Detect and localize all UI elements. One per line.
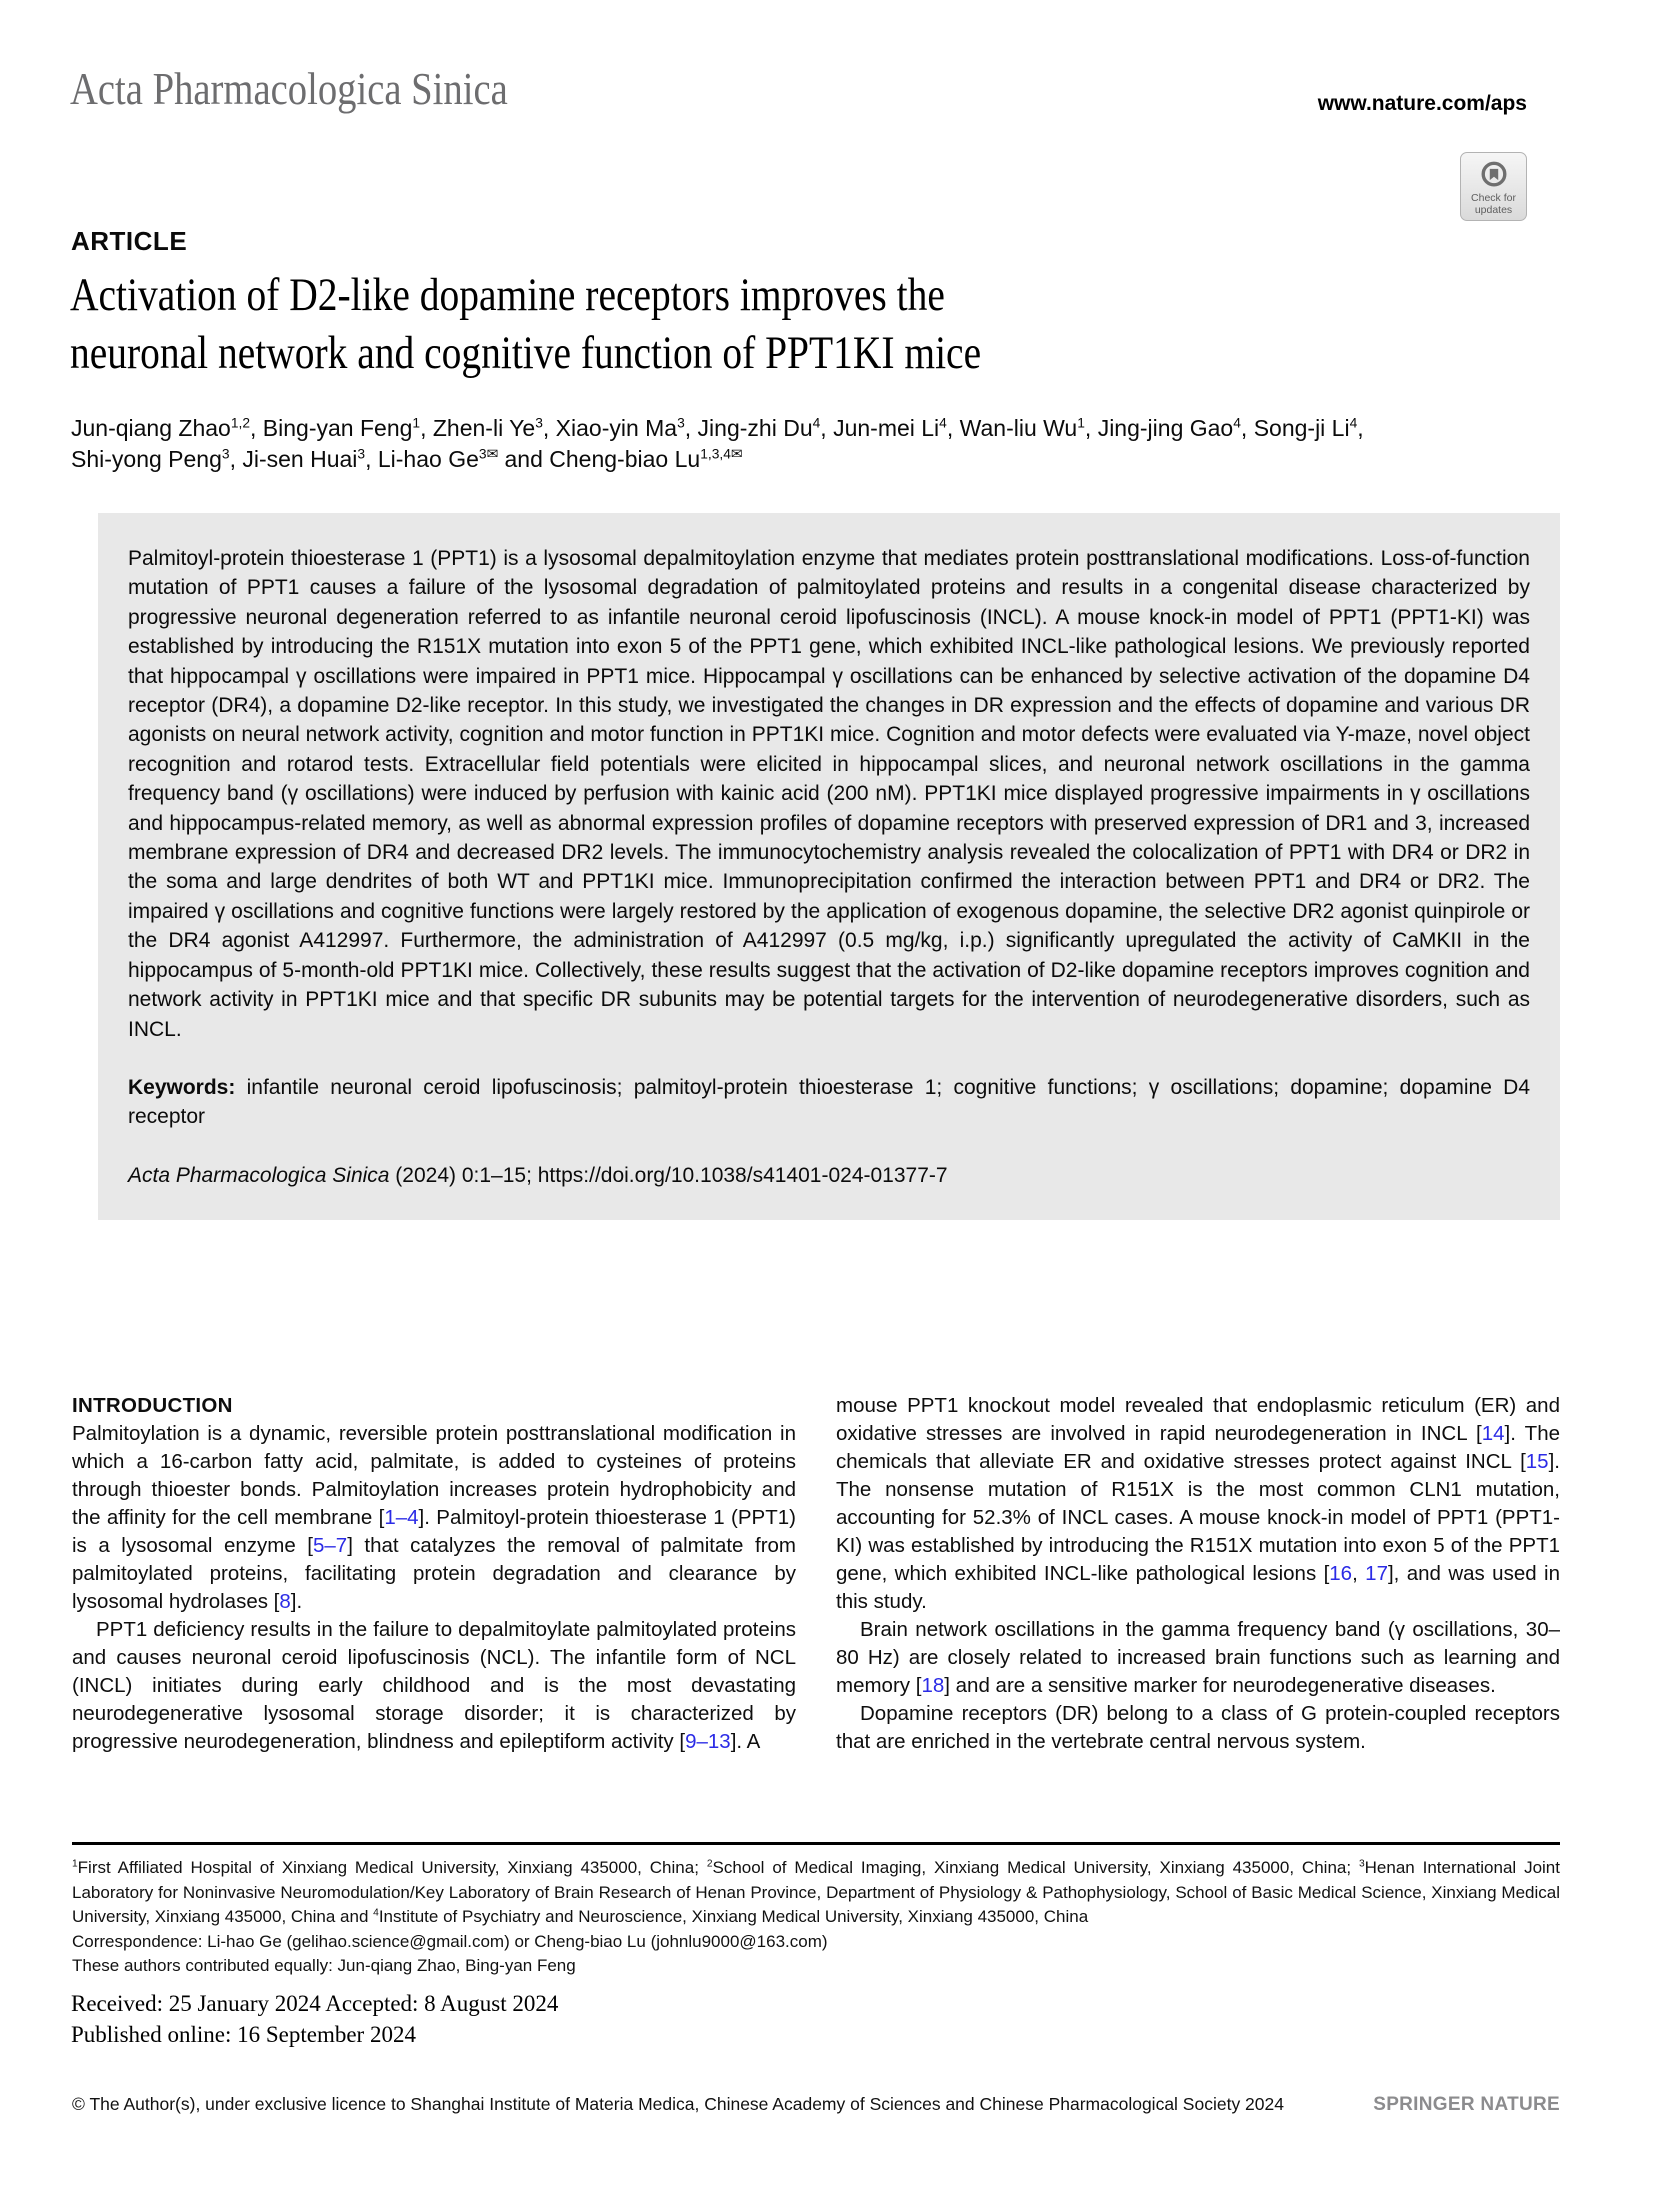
paragraph: PPT1 deficiency results in the failure to depalmitoylate palmitoylated proteins and causes neuronal ceroid lipofuscinosis (NCL). The infantile form of NCL (INCL) initiates during early childhood and is the most devastating neurodegenerative lysosomal storage disorder; it is characterized by progressive neurodegeneration, blindness and epileptiform activity [9–13]. A xyxy=(72,1618,796,1753)
reference-link[interactable]: 1–4 xyxy=(384,1506,419,1529)
intro-column-right xyxy=(836,1392,1560,1756)
reference-link[interactable]: 18 xyxy=(921,1674,945,1697)
reference-link[interactable]: 16 xyxy=(1329,1562,1353,1585)
contributed-equally-line: These authors contributed equally: Jun-qiang Zhao, Bing-yan Feng xyxy=(72,1956,576,1975)
paragraph: Dopamine receptors (DR) belong to a class of G protein-coupled receptors that are enriched in the vertebrate central nervous system. xyxy=(836,1702,1560,1753)
title-line-2: neuronal network and cognitive function of PPT1KI mice xyxy=(70,327,982,379)
article-title xyxy=(70,266,981,382)
footnote-divider xyxy=(72,1842,1560,1845)
reference-link[interactable]: 15 xyxy=(1525,1450,1549,1473)
reference-link[interactable]: 14 xyxy=(1481,1422,1505,1445)
journal-site-url[interactable]: www.nature.com/aps xyxy=(1317,92,1527,115)
abstract-section xyxy=(98,513,1560,1220)
keywords-line: Keywords: infantile neuronal ceroid lipofuscinosis; palmitoyl-protein thioesterase 1; cognitive functions; γ oscillations; dopamine; dopamine D4 receptor xyxy=(128,1075,1530,1129)
doi-link[interactable]: https://doi.org/10.1038/s41401-024-01377-7 xyxy=(537,1163,948,1187)
published-online-line: Published online: 16 September 2024 xyxy=(71,2022,416,2047)
abstract-text: Palmitoyl-protein thioesterase 1 (PPT1) is a lysosomal depalmitoylation enzyme that mediates protein posttranslational modifications. Loss-of-function mutation of PPT1 causes a failure of the lysosomal degradation of palmitoylated proteins and results in a congenital disease characterized by progressive neuronal degeneration referred to as infantile neuronal ceroid lipofuscinosis (INCL). A mouse knock-in model of PPT1 (PPT1-KI) was established by introducing the R151X mutation into exon 5 of the PPT1 gene, which exhibited INCL-like pathological lesions. We previously reported that hippocampal γ oscillations were impaired in PPT1 mice. Hippocampal γ oscillations can be enhanced by selective activation of the dopamine D4 receptor (DR4), a dopamine D2-like receptor. In this study, we investigated the changes in DR expression and the effects of dopamine and various DR agonists on neural network activity, cognition and motor function in PPT1KI mice. Cognition and motor defects were evaluated via Y-maze, novel object recognition and rotarod tests. Extracellular field potentials were elicited in hippocampal slices, and neuronal network oscillations in the gamma frequency band (γ oscillations) were induced by perfusion with kainic acid (200 nM). PPT1KI mice displayed progressive impairments in γ oscillations and hippocampus-related memory, as well as abnormal expression profiles of dopamine receptors with preserved expression of DR1 and 3, increased membrane expression of DR4 and decreased DR2 levels. The immunocytochemistry analysis revealed the colocalization of PPT1 with DR4 or DR2 in the soma and large dendrites of both WT and PPT1KI mice. Immunoprecipitation confirmed the interaction between PPT1 and DR4 or DR2. The impaired γ oscillations and cognitive functions were largely restored by the application of exogenous dopamine, the selective DR2 agonist quinpirole or the DR4 agonist A412997. Furthermore, the administration of A412997 (0.5 mg/kg, i.p.) significantly upregulated the activity of CaMKII in the hippocampus of 5-month-old PPT1KI mice. Collectively, these results suggest that the activation of D2-like dopamine receptors improves cognition and network activity in PPT1KI mice and that specific DR subunits may be potential targets for the intervention of neurodegenerative disorders, such as INCL. xyxy=(128,547,1530,1041)
intro-left-paragraphs xyxy=(72,1420,796,1756)
intro-column-left xyxy=(72,1392,796,1756)
introduction-heading: INTRODUCTION xyxy=(72,1394,233,1417)
article-type-label: ARTICLE xyxy=(71,226,188,256)
check-for-updates-label: Check for updates xyxy=(1471,192,1516,216)
received-accepted-line: Received: 25 January 2024 Accepted: 8 August 2024 xyxy=(71,1991,559,2016)
footnotes-section xyxy=(72,1856,1560,1979)
correspondence-line: Correspondence: Li-hao Ge (gelihao.science@gmail.com) or Cheng-biao Lu (johnlu9000@163.com) xyxy=(72,1931,828,1951)
paragraph: Palmitoylation is a dynamic, reversible protein posttranslational modification in which a 16-carbon fatty acid, palmitate, is added to cysteines of proteins through thioester bonds. Palmitoylation increases protein hydrophobicity and the affinity for the cell membrane [1–4]. Palmitoyl-protein thioesterase 1 (PPT1) is a lysosomal enzyme [5–7] that catalyzes the removal of palmitate from palmitoylated proteins, facilitating protein degradation and clearance by lysosomal hydrolases [8]. xyxy=(72,1422,796,1613)
intro-right-paragraphs xyxy=(836,1392,1560,1756)
affiliations-text: $^1$First Affiliated Hospital of Xinxiang Medical University, Xinxiang 435000, China; $^2$School of Medical Imaging, Xinxiang Medical University, Xinxiang 435000, China; $^3$Henan International Joint Laboratory for Noninvasive Neuromodulation/Key Laboratory of Brain Research of Henan Province, Department of Physiology & Pathophysiology, School of Basic Medical Science, Xinxiang Medical University, Xinxiang 435000, China and $^4$Institute of Psychiatry and Neuroscience, Xinxiang Medical University, Xinxiang 435000, China xyxy=(72,1858,1560,1926)
copyright-line: © The Author(s), under exclusive licence to Shanghai Institute of Materia Medica, Chinese Academy of Sciences and Chinese Pharmacological Society 2024 xyxy=(72,2094,1284,2114)
reference-link[interactable]: 5–7 xyxy=(312,1534,348,1557)
page-footer xyxy=(72,2094,1560,2116)
citation-line: Acta Pharmacologica Sinica (2024) 0:1–15; https://doi.org/10.1038/s41401-024-01377-7 xyxy=(128,1163,948,1187)
authors-list xyxy=(71,413,1364,475)
reference-link[interactable]: 8 xyxy=(279,1590,291,1613)
check-for-updates-badge[interactable] xyxy=(1460,152,1527,221)
bookmark-circle-icon xyxy=(1479,160,1509,190)
paragraph: Brain network oscillations in the gamma frequency band (γ oscillations, 30–80 Hz) are closely related to increased brain functions such as learning and memory [18] and are a sensitive marker for neurodegenerative diseases. xyxy=(836,1618,1560,1697)
publisher-logo: SPRINGER NATURE xyxy=(1373,2094,1560,2115)
journal-name: Acta Pharmacologica Sinica xyxy=(70,63,508,114)
reference-link[interactable]: 9–13 xyxy=(685,1730,731,1753)
article-dates xyxy=(71,1988,558,2050)
authors-line-2: Shi-yong Peng$^3$, Ji-sen Huai$^3$, Li-hao $Ge^{3✉}$ and Cheng-biao $Lu^{1,3,4✉}$ xyxy=(71,446,743,472)
authors-line-1: Jun-qiang Zhao$^{1,2}$, Bing-yan Feng$^1$, Zhen-li Ye$^3$, Xiao-yin Ma$^3$, Jing-zhi Du$^4$, Jun-mei Li$^4$, Wan-liu Wu$^1$, Jing-jing Gao$^4$, Song-ji Li$^4$, xyxy=(71,415,1364,441)
paragraph: mouse PPT1 knockout model revealed that endoplasmic reticulum (ER) and oxidative stresses are involved in rapid neurodegeneration in INCL [14]. The chemicals that alleviate ER and oxidative stresses protect against INCL [15]. The nonsense mutation of R151X is the most common CLN1 mutation, accounting for 52.3% of INCL cases. A mouse knock-in model of PPT1 (PPT1-KI) was established by introducing the R151X mutation into exon 5 of the PPT1 gene, which exhibited INCL-like pathological lesions [16, 17], and was used in this study. xyxy=(836,1394,1560,1613)
title-line-1: Activation of D2-like dopamine receptors improves the xyxy=(70,269,945,321)
reference-link[interactable]: 17 xyxy=(1365,1562,1388,1585)
introduction-section xyxy=(72,1392,1560,1756)
